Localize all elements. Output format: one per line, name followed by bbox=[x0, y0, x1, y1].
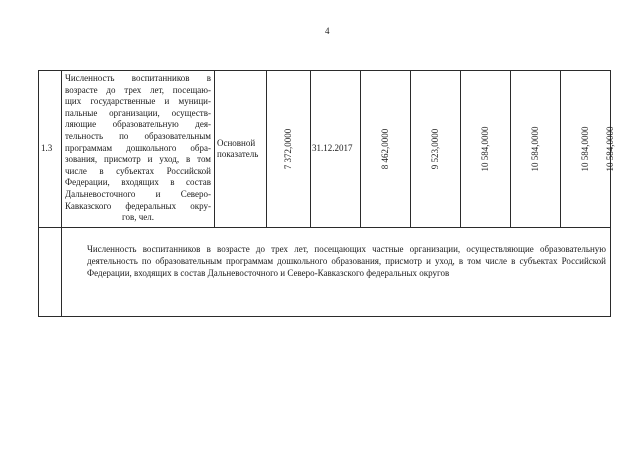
value-cell-4 bbox=[511, 71, 561, 228]
indicator-name-line: Численность воспитанников в bbox=[65, 73, 211, 83]
indicator-name-line: Дальневосточного и Северо- bbox=[65, 188, 211, 199]
indicator-name-line: пальные организации, осуществ- bbox=[65, 107, 211, 118]
value-cell-3 bbox=[461, 71, 511, 228]
table-row-subheader bbox=[39, 228, 611, 317]
value-6: 10 584,0000 bbox=[605, 126, 616, 172]
value-4: 10 584,0000 bbox=[529, 126, 540, 172]
base-value: 7 372,0000 bbox=[282, 128, 293, 170]
value-3: 10 584,0000 bbox=[479, 126, 490, 172]
indicator-type: Основной показатель bbox=[215, 71, 267, 228]
value-1: 8 462,0000 bbox=[379, 128, 390, 170]
row-number: 1.3 bbox=[39, 71, 62, 228]
indicator-name-line: числе в субъектах Российской bbox=[65, 165, 211, 176]
indicators-table bbox=[38, 70, 616, 317]
table-row-1-3 bbox=[39, 71, 611, 228]
indicator-name-line: Кавказского федеральных окру- bbox=[65, 200, 211, 211]
value-5: 10 584,0000 bbox=[579, 126, 590, 172]
value-cell-5 bbox=[561, 71, 611, 228]
subheader-num-cell bbox=[39, 228, 62, 317]
indicator-name bbox=[62, 71, 215, 228]
indicator-name-line: зования, присмотр и уход, в том bbox=[65, 154, 211, 165]
indicator-name-line: программам дошкольного обра- bbox=[65, 142, 211, 153]
value-2: 9 523,0000 bbox=[429, 128, 440, 170]
value-cell-1 bbox=[361, 71, 411, 228]
base-date: 31.12.2017 bbox=[311, 71, 361, 228]
base-value-cell bbox=[267, 71, 311, 228]
subheader-text: Численность воспитанников в возрасте до трех лет, посещающих частные организации, осуществляющие образовательную деятельность по образовательным программам дошкольного образования, присмотр и уход, в том числе в субъектах Российской Федерации, входящих в состав Дальневосточного и Северо-Кавказского федеральных округов bbox=[62, 228, 611, 317]
indicator-name-line: тельность по образовательным bbox=[65, 130, 211, 141]
indicator-name-line: Федерации, входящих в состав bbox=[65, 177, 211, 188]
indicator-name-line: ляющие образовательную дея- bbox=[65, 119, 211, 130]
value-cell-2 bbox=[411, 71, 461, 228]
indicator-name-line: возрасте до трех лет, посещаю- bbox=[65, 84, 211, 95]
indicator-name-line: щих государственные и муници- bbox=[65, 96, 211, 107]
page-number: 4 bbox=[325, 26, 330, 36]
indicator-name-line: гов, чел. bbox=[122, 212, 154, 223]
